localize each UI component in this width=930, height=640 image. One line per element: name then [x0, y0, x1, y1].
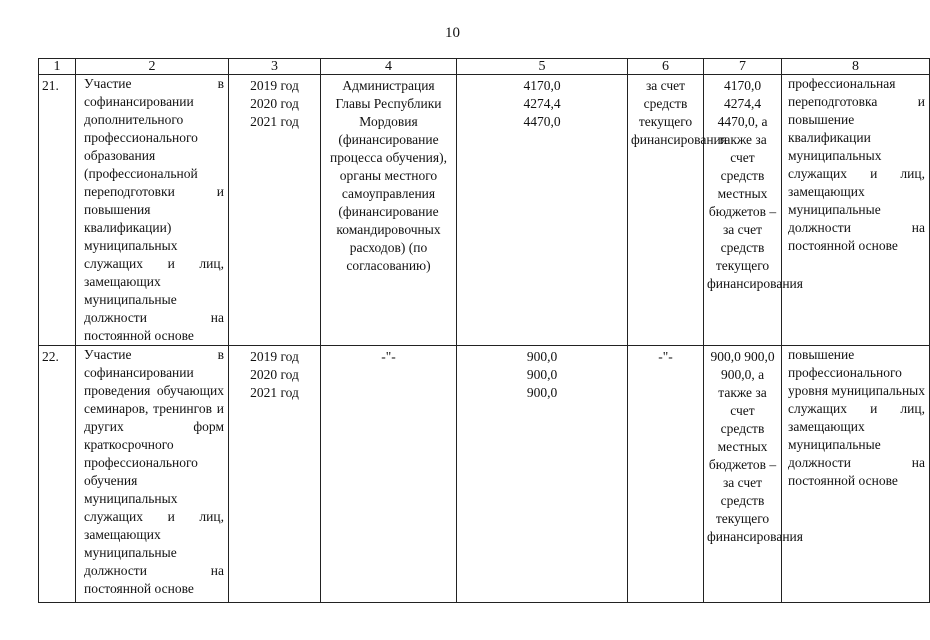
table-row: [39, 346, 930, 603]
years-cell: [229, 75, 321, 346]
amounts-cell: [457, 75, 628, 346]
header-cell: 2: [76, 59, 229, 75]
result-cell: повышение профессионального уровня муниципальных служащих и лиц, замещающих муниципальные должности на постоянной основе: [782, 346, 930, 603]
year: 2021 год: [250, 385, 299, 400]
amount: 900,0: [526, 367, 558, 382]
header-cell: 4: [321, 59, 457, 75]
amount: 4470,0: [523, 114, 561, 129]
year: 2021 год: [250, 114, 299, 129]
years-cell: [229, 346, 321, 603]
measures-table: [38, 58, 930, 603]
header-cell: 6: [628, 59, 704, 75]
amounts-cell: [457, 346, 628, 603]
header-cell: 8: [782, 59, 930, 75]
executor-cell: Администрация Главы Республики Мордовия (финансирование процесса обучения), органы местного самоуправления (финансирование командировочных расходов) (по согласованию): [321, 75, 457, 346]
amounts-extended-cell: 900,0 900,0 900,0, а также за счет средств местных бюджетов – за счет средств текущего финансирования: [704, 346, 782, 603]
executor-cell: -"-: [321, 346, 457, 603]
year: 2020 год: [250, 367, 299, 382]
year: 2020 год: [250, 96, 299, 111]
row-number: 21.: [39, 75, 76, 346]
page-number: 10: [445, 25, 460, 41]
source-cell: за счет средств текущего финансирования: [628, 75, 704, 346]
year: 2019 год: [250, 349, 299, 364]
table-header-row: [39, 59, 930, 75]
header-cell: 5: [457, 59, 628, 75]
header-cell: 1: [39, 59, 76, 75]
amount: 4274,4: [523, 96, 561, 111]
source-cell: -"-: [628, 346, 704, 603]
amount: 4170,0: [523, 78, 561, 93]
result-cell: профессиональная переподготовка и повышение квалификации муниципальных служащих и лиц, замещающих муниципальные должности на постоянной основе: [782, 75, 930, 346]
activity-cell: Участие в софинансировании дополнительного профессионального образования (профессиональной переподготовки и повышения квалификации) муниципальных служащих и лиц, замещающих муниципальные должности на постоянной основе: [76, 75, 229, 346]
activity-cell: Участие в софинансировании проведения обучающих семинаров, тренингов и других форм краткосрочного профессионального обучения муниципальных служащих и лиц, замещающих муниципальные должности на постоянной основе: [76, 346, 229, 603]
row-number: 22.: [39, 346, 76, 603]
amount: 900,0: [526, 349, 558, 364]
amounts-extended-cell: 4170,0 4274,4 4470,0, а также за счет средств местных бюджетов – за счет средств текущего финансирования: [704, 75, 782, 346]
table-row: [39, 75, 930, 346]
amount: 900,0: [526, 385, 558, 400]
header-cell: 3: [229, 59, 321, 75]
year: 2019 год: [250, 78, 299, 93]
header-cell: 7: [704, 59, 782, 75]
